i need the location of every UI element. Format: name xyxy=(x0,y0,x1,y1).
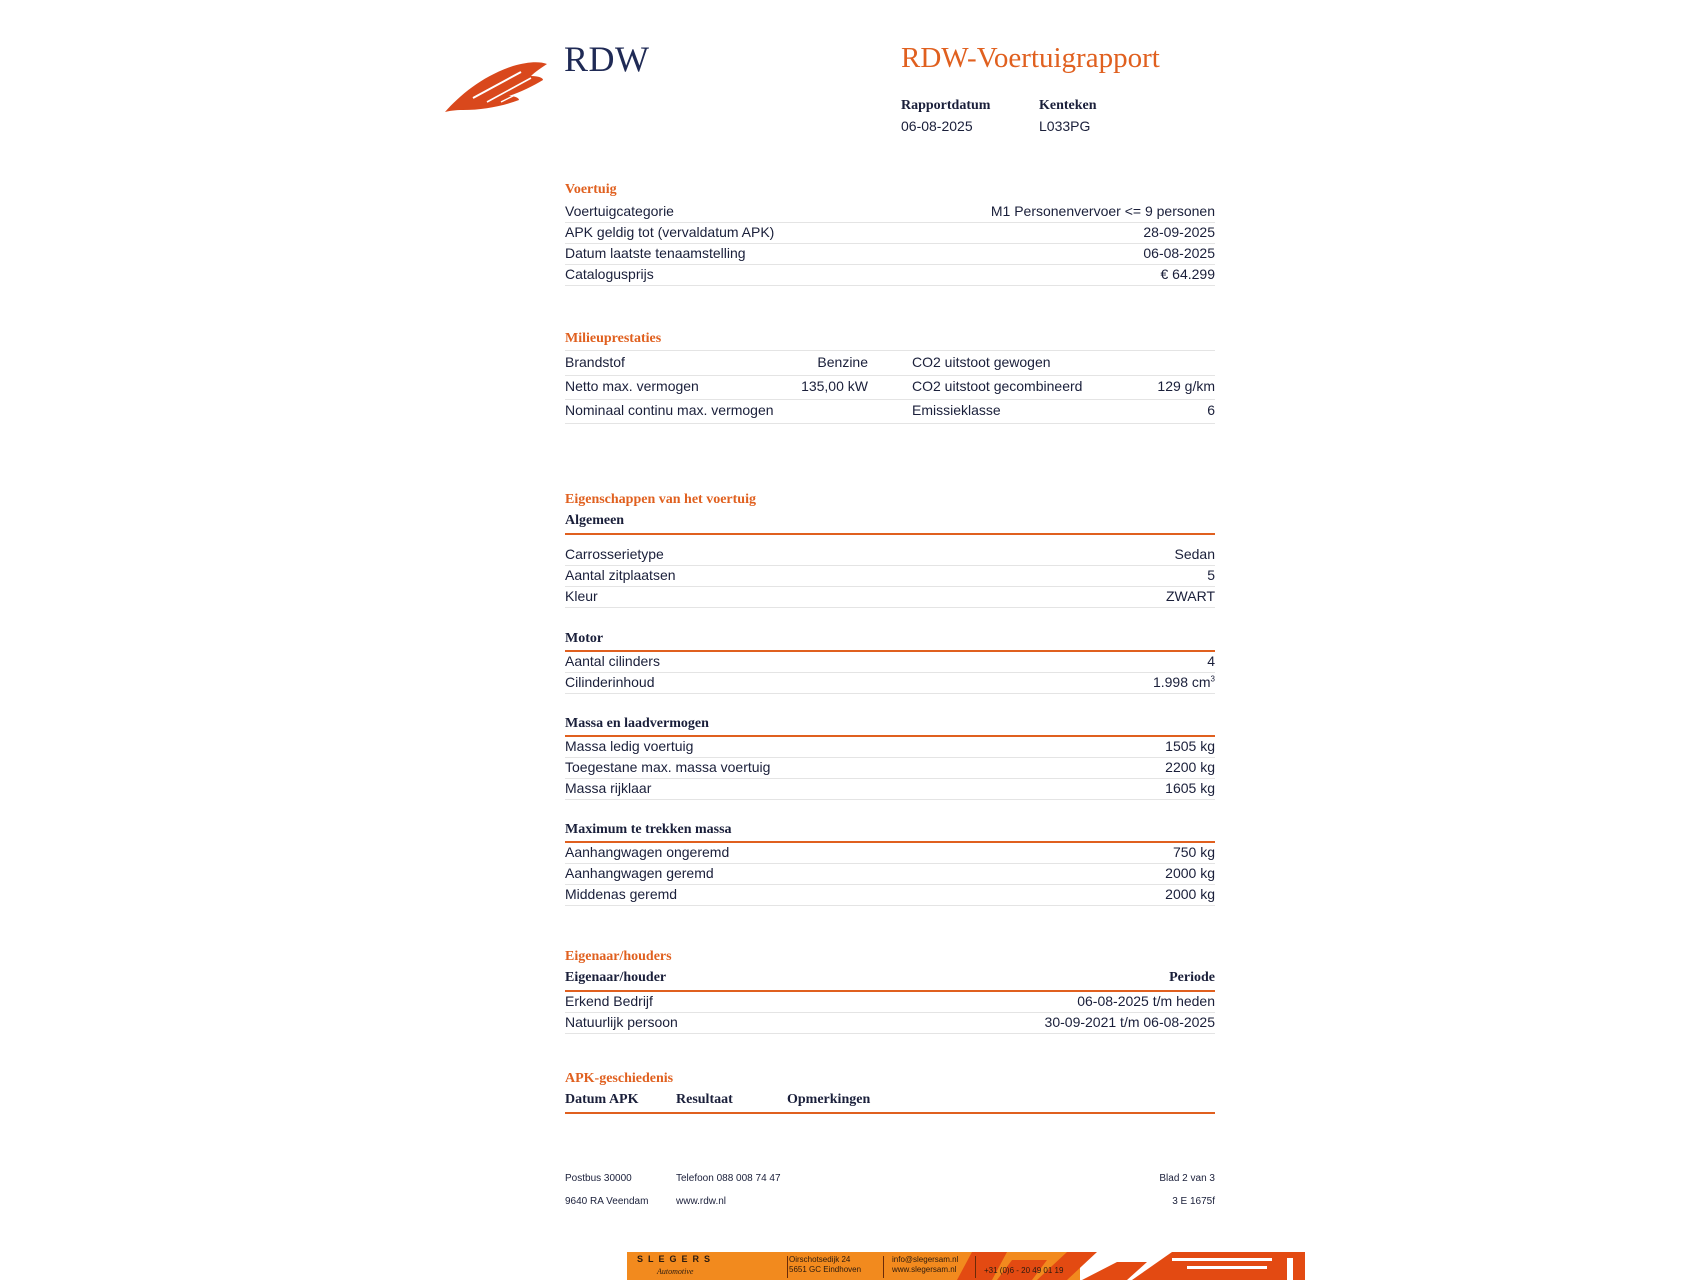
table-row: Middenas geremd 2000 kg xyxy=(565,884,1215,906)
table-row: Natuurlijk persoon 30-09-2021 t/m 06-08-2025 xyxy=(565,1012,1215,1034)
footer-page-number: Blad 2 van 3 xyxy=(1159,1173,1215,1184)
eigenschappen-title: Eigenschappen van het voertuig xyxy=(565,492,756,507)
footer-code: 3 E 1675f xyxy=(1172,1196,1215,1207)
table-row: Aanhangwagen ongeremd 750 kg xyxy=(565,842,1215,864)
banner-web[interactable]: www.slegersam.nl xyxy=(892,1265,957,1274)
resultaat-col-header: Resultaat xyxy=(676,1092,733,1107)
banner-address2: 5651 GC Eindhoven xyxy=(789,1265,862,1274)
table-row: Carrosserietype Sedan xyxy=(565,544,1215,566)
banner-background xyxy=(627,1252,1305,1280)
voertuig-title: Voertuig xyxy=(565,182,617,197)
milieu-title: Milieuprestaties xyxy=(565,331,662,346)
table-row: Nominaal continu max. vermogen Emissieklasse 6 xyxy=(565,399,1215,424)
table-row: Catalogusprijs € 64.299 xyxy=(565,264,1215,286)
logo-text: RDW xyxy=(564,39,650,79)
rdw-logo-icon xyxy=(443,58,549,114)
opmerkingen-col-header: Opmerkingen xyxy=(787,1092,871,1107)
table-row: Netto max. vermogen 135,00 kW CO2 uitstoot gecombineerd 129 g/km xyxy=(565,375,1215,400)
rapportdatum-label: Rapportdatum xyxy=(901,98,991,113)
banner-email[interactable]: info@slegersam.nl xyxy=(892,1255,959,1264)
divider xyxy=(565,533,1215,535)
footer-website[interactable]: www.rdw.nl xyxy=(676,1196,727,1207)
table-row: Cilinderinhoud 1.998 $cm^3$ xyxy=(565,672,1215,694)
motor-title: Motor xyxy=(565,631,604,646)
table-row: Massa rijklaar 1605 kg xyxy=(565,778,1215,800)
trekken-title: Maximum te trekken massa xyxy=(565,822,732,837)
footer-postbus: Postbus 30000 xyxy=(565,1173,632,1184)
table-row: APK geldig tot (vervaldatum APK) 28-09-2025 xyxy=(565,222,1215,244)
table-row: Aanhangwagen geremd 2000 kg xyxy=(565,863,1215,885)
banner-address1: Oirschotsedijk 24 xyxy=(789,1255,851,1264)
periode-col-header: Periode xyxy=(1169,970,1215,985)
table-row: Kleur ZWART xyxy=(565,586,1215,608)
kenteken-value: L033PG xyxy=(1039,118,1091,134)
divider xyxy=(565,1112,1215,1114)
algemeen-title: Algemeen xyxy=(565,513,625,528)
table-row: Datum laatste tenaamstelling 06-08-2025 xyxy=(565,243,1215,265)
table-row: Aantal zitplaatsen 5 xyxy=(565,565,1215,587)
footer-plaats: 9640 RA Veendam xyxy=(565,1196,649,1207)
massa-title: Massa en laadvermogen xyxy=(565,716,709,731)
dealer-banner xyxy=(627,1252,1305,1280)
eigenaar-col-header: Eigenaar/houder xyxy=(565,970,667,985)
table-row: Voertuigcategorie M1 Personenvervoer <= 9 personen xyxy=(565,201,1215,223)
table-row: Brandstof Benzine CO2 uitstoot gewogen xyxy=(565,351,1215,376)
rapportdatum-value: 06-08-2025 xyxy=(901,118,973,134)
table-row: Aantal cilinders 4 xyxy=(565,651,1215,673)
datum-apk-col-header: Datum APK xyxy=(565,1092,639,1107)
table-row: Massa ledig voertuig 1505 kg xyxy=(565,736,1215,758)
table-row: Toegestane max. massa voertuig 2200 kg xyxy=(565,757,1215,779)
footer-telefoon: Telefoon 088 008 74 47 xyxy=(676,1173,781,1184)
banner-brand: SLEGERS xyxy=(637,1254,716,1264)
banner-tagline: Automotive xyxy=(657,1267,694,1276)
apk-title: APK-geschiedenis xyxy=(565,1071,674,1086)
banner-phone: +31 (0)6 - 20 49 01 19 xyxy=(984,1266,1064,1275)
table-row: Erkend Bedrijf 06-08-2025 t/m heden xyxy=(565,991,1215,1013)
eigenaar-title: Eigenaar/houders xyxy=(565,949,672,964)
report-title: RDW-Voertuigrapport xyxy=(901,42,1160,74)
kenteken-label: Kenteken xyxy=(1039,98,1097,113)
